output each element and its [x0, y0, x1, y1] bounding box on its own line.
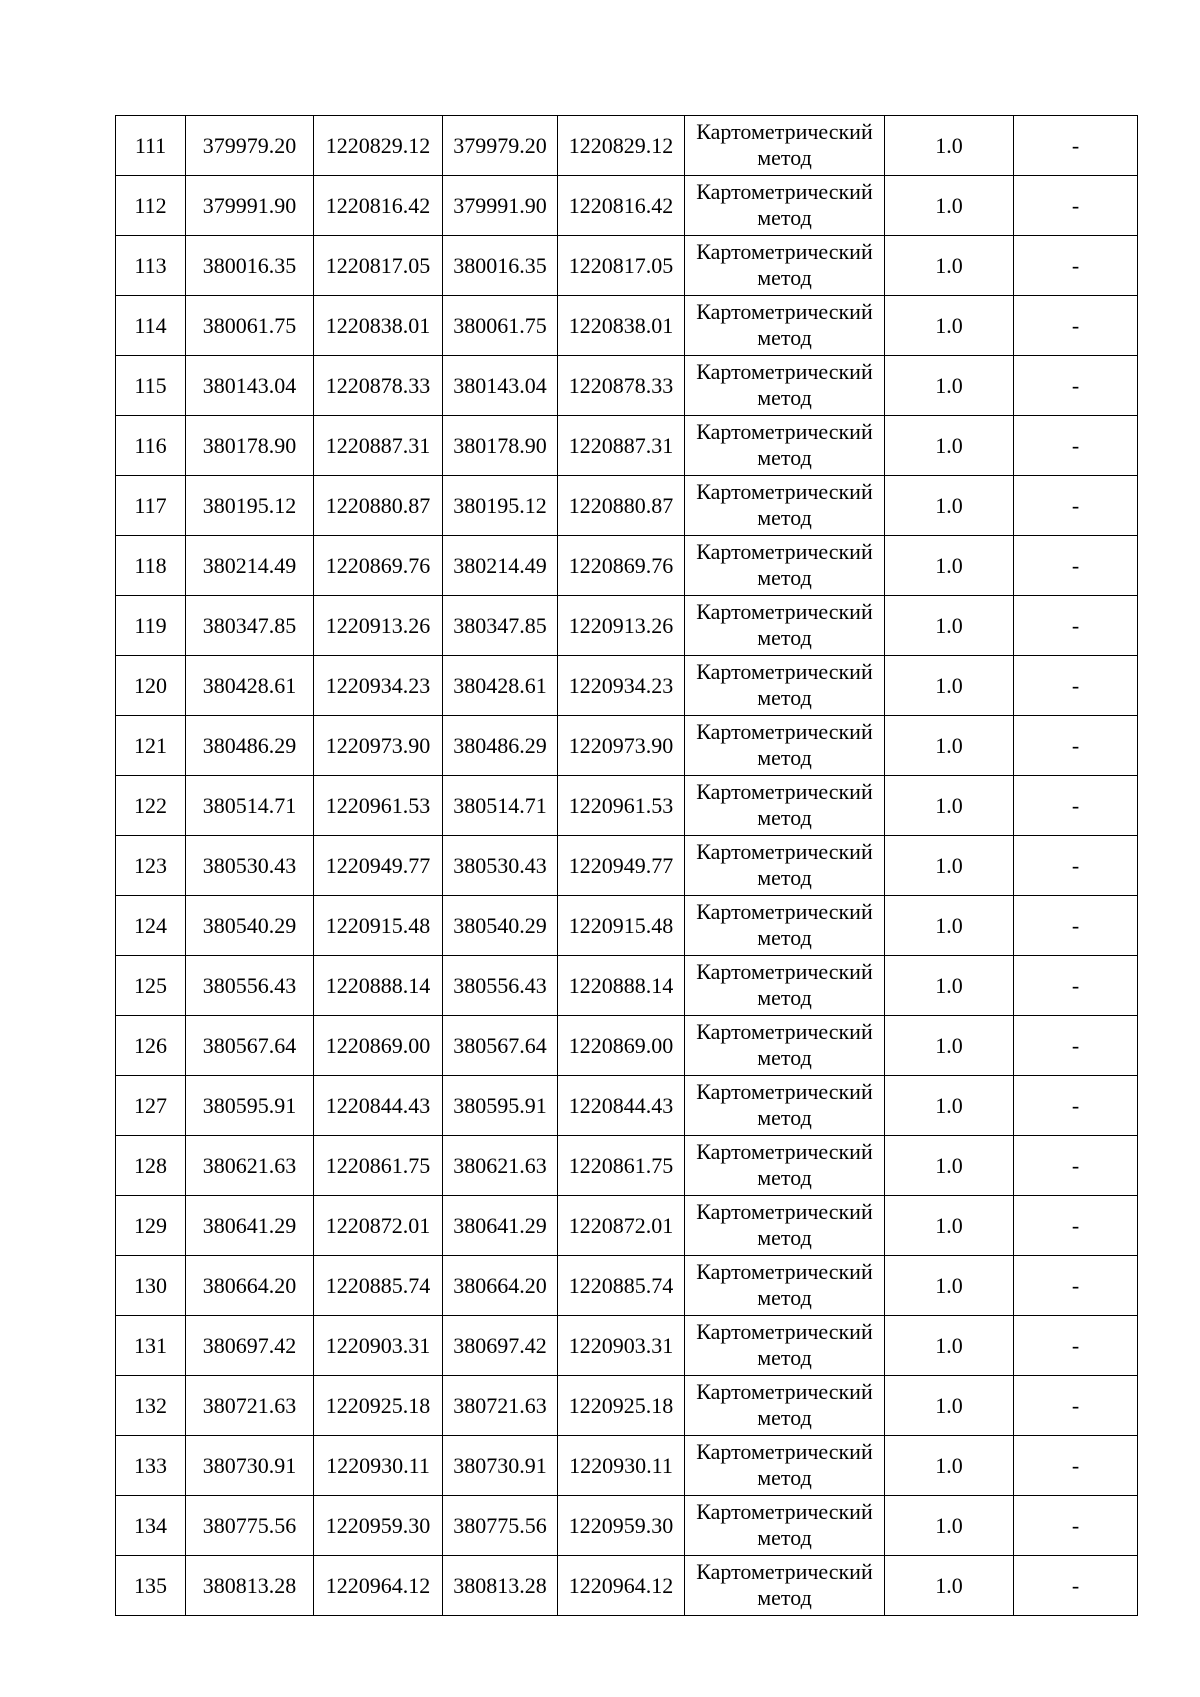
description-cell: - [1014, 956, 1138, 1016]
point-number-cell: 111 [116, 116, 186, 176]
y-coordinate-cell: 1220861.75 [314, 1136, 443, 1196]
y-coordinate-cell: 1220872.01 [314, 1196, 443, 1256]
x-coordinate-cell: 380595.91 [186, 1076, 314, 1136]
y-coordinate-second-cell: 1220872.01 [558, 1196, 685, 1256]
x-coordinate-second-cell: 379979.20 [443, 116, 558, 176]
x-coordinate-second-cell: 380347.85 [443, 596, 558, 656]
y-coordinate-cell: 1220880.87 [314, 476, 443, 536]
x-coordinate-cell: 379991.90 [186, 176, 314, 236]
y-coordinate-second-cell: 1220838.01 [558, 296, 685, 356]
method-cell: Картометрический метод [685, 176, 885, 236]
method-cell: Картометрический метод [685, 356, 885, 416]
accuracy-cell: 1.0 [885, 416, 1014, 476]
y-coordinate-second-cell: 1220888.14 [558, 956, 685, 1016]
x-coordinate-second-cell: 380486.29 [443, 716, 558, 776]
method-cell: Картометрический метод [685, 1496, 885, 1556]
y-coordinate-second-cell: 1220816.42 [558, 176, 685, 236]
accuracy-cell: 1.0 [885, 536, 1014, 596]
table-row [116, 1496, 1138, 1556]
y-coordinate-cell: 1220878.33 [314, 356, 443, 416]
accuracy-cell: 1.0 [885, 356, 1014, 416]
method-cell: Картометрический метод [685, 1016, 885, 1076]
table-row [116, 1436, 1138, 1496]
point-number-cell: 113 [116, 236, 186, 296]
y-coordinate-second-cell: 1220885.74 [558, 1256, 685, 1316]
accuracy-cell: 1.0 [885, 836, 1014, 896]
description-cell: - [1014, 476, 1138, 536]
x-coordinate-cell: 380730.91 [186, 1436, 314, 1496]
accuracy-cell: 1.0 [885, 956, 1014, 1016]
description-cell: - [1014, 1496, 1138, 1556]
x-coordinate-second-cell: 380178.90 [443, 416, 558, 476]
table-row [116, 1316, 1138, 1376]
table-row [116, 776, 1138, 836]
x-coordinate-cell: 380178.90 [186, 416, 314, 476]
accuracy-cell: 1.0 [885, 896, 1014, 956]
x-coordinate-second-cell: 380595.91 [443, 1076, 558, 1136]
x-coordinate-second-cell: 380143.04 [443, 356, 558, 416]
description-cell: - [1014, 1376, 1138, 1436]
accuracy-cell: 1.0 [885, 236, 1014, 296]
description-cell: - [1014, 236, 1138, 296]
method-cell: Картометрический метод [685, 236, 885, 296]
y-coordinate-cell: 1220959.30 [314, 1496, 443, 1556]
x-coordinate-second-cell: 380195.12 [443, 476, 558, 536]
point-number-cell: 128 [116, 1136, 186, 1196]
x-coordinate-cell: 380775.56 [186, 1496, 314, 1556]
method-cell: Картометрический метод [685, 716, 885, 776]
x-coordinate-cell: 379979.20 [186, 116, 314, 176]
y-coordinate-cell: 1220925.18 [314, 1376, 443, 1436]
y-coordinate-second-cell: 1220829.12 [558, 116, 685, 176]
accuracy-cell: 1.0 [885, 1496, 1014, 1556]
coordinates-table-body [116, 116, 1138, 1616]
y-coordinate-cell: 1220915.48 [314, 896, 443, 956]
table-row [116, 1256, 1138, 1316]
y-coordinate-cell: 1220887.31 [314, 416, 443, 476]
x-coordinate-second-cell: 380530.43 [443, 836, 558, 896]
y-coordinate-second-cell: 1220861.75 [558, 1136, 685, 1196]
accuracy-cell: 1.0 [885, 776, 1014, 836]
y-coordinate-cell: 1220934.23 [314, 656, 443, 716]
table-row [116, 356, 1138, 416]
description-cell: - [1014, 1136, 1138, 1196]
point-number-cell: 119 [116, 596, 186, 656]
x-coordinate-cell: 380347.85 [186, 596, 314, 656]
table-row [116, 1016, 1138, 1076]
table-row [116, 1376, 1138, 1436]
coordinates-table [115, 115, 1138, 1616]
y-coordinate-cell: 1220869.76 [314, 536, 443, 596]
method-cell: Картометрический метод [685, 956, 885, 1016]
x-coordinate-cell: 380428.61 [186, 656, 314, 716]
method-cell: Картометрический метод [685, 776, 885, 836]
y-coordinate-second-cell: 1220844.43 [558, 1076, 685, 1136]
x-coordinate-cell: 380514.71 [186, 776, 314, 836]
point-number-cell: 121 [116, 716, 186, 776]
y-coordinate-cell: 1220964.12 [314, 1556, 443, 1616]
method-cell: Картометрический метод [685, 1556, 885, 1616]
x-coordinate-second-cell: 380621.63 [443, 1136, 558, 1196]
point-number-cell: 123 [116, 836, 186, 896]
method-cell: Картометрический метод [685, 1196, 885, 1256]
point-number-cell: 115 [116, 356, 186, 416]
description-cell: - [1014, 776, 1138, 836]
y-coordinate-second-cell: 1220964.12 [558, 1556, 685, 1616]
x-coordinate-cell: 380195.12 [186, 476, 314, 536]
point-number-cell: 117 [116, 476, 186, 536]
table-row [116, 236, 1138, 296]
y-coordinate-second-cell: 1220949.77 [558, 836, 685, 896]
description-cell: - [1014, 356, 1138, 416]
accuracy-cell: 1.0 [885, 116, 1014, 176]
x-coordinate-cell: 380813.28 [186, 1556, 314, 1616]
description-cell: - [1014, 536, 1138, 596]
point-number-cell: 118 [116, 536, 186, 596]
table-row [116, 476, 1138, 536]
y-coordinate-second-cell: 1220973.90 [558, 716, 685, 776]
y-coordinate-second-cell: 1220959.30 [558, 1496, 685, 1556]
x-coordinate-cell: 380143.04 [186, 356, 314, 416]
point-number-cell: 132 [116, 1376, 186, 1436]
description-cell: - [1014, 296, 1138, 356]
y-coordinate-second-cell: 1220887.31 [558, 416, 685, 476]
point-number-cell: 135 [116, 1556, 186, 1616]
accuracy-cell: 1.0 [885, 296, 1014, 356]
method-cell: Картометрический метод [685, 1436, 885, 1496]
x-coordinate-second-cell: 380514.71 [443, 776, 558, 836]
x-coordinate-cell: 380061.75 [186, 296, 314, 356]
description-cell: - [1014, 1256, 1138, 1316]
accuracy-cell: 1.0 [885, 1016, 1014, 1076]
x-coordinate-second-cell: 379991.90 [443, 176, 558, 236]
y-coordinate-second-cell: 1220817.05 [558, 236, 685, 296]
y-coordinate-cell: 1220930.11 [314, 1436, 443, 1496]
y-coordinate-cell: 1220869.00 [314, 1016, 443, 1076]
description-cell: - [1014, 596, 1138, 656]
y-coordinate-second-cell: 1220934.23 [558, 656, 685, 716]
point-number-cell: 112 [116, 176, 186, 236]
y-coordinate-cell: 1220973.90 [314, 716, 443, 776]
accuracy-cell: 1.0 [885, 656, 1014, 716]
table-row [116, 956, 1138, 1016]
point-number-cell: 134 [116, 1496, 186, 1556]
description-cell: - [1014, 1076, 1138, 1136]
x-coordinate-second-cell: 380567.64 [443, 1016, 558, 1076]
table-row [116, 836, 1138, 896]
description-cell: - [1014, 116, 1138, 176]
accuracy-cell: 1.0 [885, 1556, 1014, 1616]
accuracy-cell: 1.0 [885, 1436, 1014, 1496]
y-coordinate-cell: 1220913.26 [314, 596, 443, 656]
method-cell: Картометрический метод [685, 116, 885, 176]
x-coordinate-second-cell: 380730.91 [443, 1436, 558, 1496]
method-cell: Картометрический метод [685, 296, 885, 356]
description-cell: - [1014, 176, 1138, 236]
point-number-cell: 133 [116, 1436, 186, 1496]
point-number-cell: 116 [116, 416, 186, 476]
y-coordinate-cell: 1220829.12 [314, 116, 443, 176]
method-cell: Картометрический метод [685, 896, 885, 956]
point-number-cell: 122 [116, 776, 186, 836]
y-coordinate-cell: 1220949.77 [314, 836, 443, 896]
y-coordinate-second-cell: 1220869.76 [558, 536, 685, 596]
y-coordinate-cell: 1220885.74 [314, 1256, 443, 1316]
accuracy-cell: 1.0 [885, 1136, 1014, 1196]
point-number-cell: 130 [116, 1256, 186, 1316]
x-coordinate-cell: 380567.64 [186, 1016, 314, 1076]
table-row [116, 1136, 1138, 1196]
table-row [116, 1556, 1138, 1616]
y-coordinate-cell: 1220817.05 [314, 236, 443, 296]
table-row [116, 416, 1138, 476]
accuracy-cell: 1.0 [885, 1256, 1014, 1316]
x-coordinate-cell: 380664.20 [186, 1256, 314, 1316]
method-cell: Картометрический метод [685, 656, 885, 716]
x-coordinate-second-cell: 380428.61 [443, 656, 558, 716]
table-row [116, 596, 1138, 656]
point-number-cell: 114 [116, 296, 186, 356]
description-cell: - [1014, 416, 1138, 476]
point-number-cell: 127 [116, 1076, 186, 1136]
accuracy-cell: 1.0 [885, 1076, 1014, 1136]
method-cell: Картометрический метод [685, 476, 885, 536]
x-coordinate-cell: 380530.43 [186, 836, 314, 896]
y-coordinate-cell: 1220816.42 [314, 176, 443, 236]
table-row [116, 716, 1138, 776]
y-coordinate-second-cell: 1220930.11 [558, 1436, 685, 1496]
table-row [116, 656, 1138, 716]
x-coordinate-second-cell: 380664.20 [443, 1256, 558, 1316]
accuracy-cell: 1.0 [885, 176, 1014, 236]
accuracy-cell: 1.0 [885, 476, 1014, 536]
y-coordinate-second-cell: 1220903.31 [558, 1316, 685, 1376]
y-coordinate-second-cell: 1220878.33 [558, 356, 685, 416]
x-coordinate-cell: 380214.49 [186, 536, 314, 596]
accuracy-cell: 1.0 [885, 716, 1014, 776]
y-coordinate-cell: 1220844.43 [314, 1076, 443, 1136]
x-coordinate-cell: 380721.63 [186, 1376, 314, 1436]
x-coordinate-second-cell: 380061.75 [443, 296, 558, 356]
table-row [116, 1196, 1138, 1256]
description-cell: - [1014, 1556, 1138, 1616]
point-number-cell: 129 [116, 1196, 186, 1256]
method-cell: Картометрический метод [685, 1076, 885, 1136]
point-number-cell: 124 [116, 896, 186, 956]
table-row [116, 176, 1138, 236]
method-cell: Картометрический метод [685, 1376, 885, 1436]
description-cell: - [1014, 1316, 1138, 1376]
point-number-cell: 131 [116, 1316, 186, 1376]
method-cell: Картометрический метод [685, 836, 885, 896]
x-coordinate-cell: 380486.29 [186, 716, 314, 776]
method-cell: Картометрический метод [685, 416, 885, 476]
description-cell: - [1014, 1196, 1138, 1256]
y-coordinate-cell: 1220903.31 [314, 1316, 443, 1376]
x-coordinate-second-cell: 380556.43 [443, 956, 558, 1016]
point-number-cell: 125 [116, 956, 186, 1016]
accuracy-cell: 1.0 [885, 1196, 1014, 1256]
x-coordinate-cell: 380016.35 [186, 236, 314, 296]
x-coordinate-second-cell: 380775.56 [443, 1496, 558, 1556]
description-cell: - [1014, 1436, 1138, 1496]
y-coordinate-cell: 1220838.01 [314, 296, 443, 356]
y-coordinate-second-cell: 1220915.48 [558, 896, 685, 956]
description-cell: - [1014, 836, 1138, 896]
description-cell: - [1014, 716, 1138, 776]
y-coordinate-second-cell: 1220880.87 [558, 476, 685, 536]
table-row [116, 116, 1138, 176]
x-coordinate-second-cell: 380721.63 [443, 1376, 558, 1436]
table-row [116, 896, 1138, 956]
x-coordinate-cell: 380540.29 [186, 896, 314, 956]
x-coordinate-second-cell: 380697.42 [443, 1316, 558, 1376]
accuracy-cell: 1.0 [885, 1316, 1014, 1376]
y-coordinate-cell: 1220961.53 [314, 776, 443, 836]
accuracy-cell: 1.0 [885, 1376, 1014, 1436]
y-coordinate-second-cell: 1220869.00 [558, 1016, 685, 1076]
x-coordinate-second-cell: 380641.29 [443, 1196, 558, 1256]
point-number-cell: 120 [116, 656, 186, 716]
method-cell: Картометрический метод [685, 596, 885, 656]
method-cell: Картометрический метод [685, 1256, 885, 1316]
x-coordinate-second-cell: 380540.29 [443, 896, 558, 956]
x-coordinate-second-cell: 380016.35 [443, 236, 558, 296]
method-cell: Картометрический метод [685, 1136, 885, 1196]
description-cell: - [1014, 896, 1138, 956]
point-number-cell: 126 [116, 1016, 186, 1076]
x-coordinate-cell: 380641.29 [186, 1196, 314, 1256]
x-coordinate-cell: 380621.63 [186, 1136, 314, 1196]
y-coordinate-second-cell: 1220925.18 [558, 1376, 685, 1436]
table-row [116, 1076, 1138, 1136]
table-row [116, 536, 1138, 596]
accuracy-cell: 1.0 [885, 596, 1014, 656]
y-coordinate-cell: 1220888.14 [314, 956, 443, 1016]
table-row [116, 296, 1138, 356]
method-cell: Картометрический метод [685, 536, 885, 596]
description-cell: - [1014, 656, 1138, 716]
x-coordinate-cell: 380697.42 [186, 1316, 314, 1376]
x-coordinate-second-cell: 380214.49 [443, 536, 558, 596]
y-coordinate-second-cell: 1220961.53 [558, 776, 685, 836]
y-coordinate-second-cell: 1220913.26 [558, 596, 685, 656]
x-coordinate-second-cell: 380813.28 [443, 1556, 558, 1616]
x-coordinate-cell: 380556.43 [186, 956, 314, 1016]
method-cell: Картометрический метод [685, 1316, 885, 1376]
description-cell: - [1014, 1016, 1138, 1076]
